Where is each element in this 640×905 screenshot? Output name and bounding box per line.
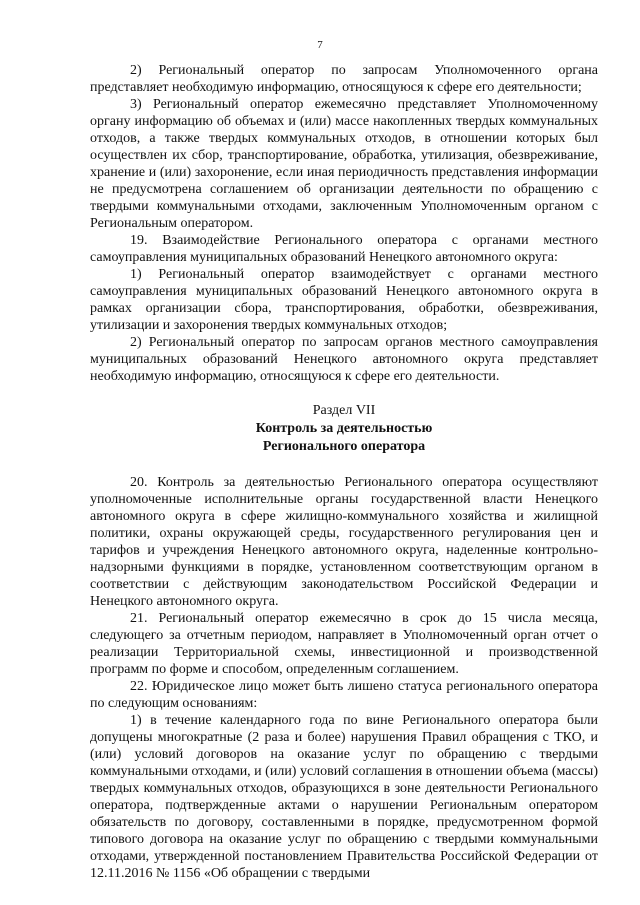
- paragraph-19: 19. Взаимодействие Регионального оператора с органами местного самоуправления муниципальных образований Ненецкого автономного округа:: [90, 233, 598, 265]
- document-body: [90, 62, 598, 882]
- section-title-line-1: Контроль за деятельностью: [255, 421, 433, 436]
- paragraph-item-3: 3) Региональный оператор ежемесячно представляет Уполномоченному органу информацию об объемах и (или) массе накопленных твердых коммунальных отходов, а также твердых коммунальных отходов, в отношении которых был осуществлен их сбор, транспортирование, обработка, утилизация, обезвреживание, хранение и (или) захоронение, если иная периодичность представления информации не предусмотрена соглашением об организации деятельности по обращению с твердыми коммунальными отходами, заключенным Уполномоченным органом с Региональным оператором.: [90, 97, 598, 231]
- paragraph-19-item-1: 1) Региональный оператор взаимодействует с органами местного самоуправления муниципальных образований Ненецкого автономного округа в рамках организации сбора, транспортирования, обработки, обезвреживания, утилизации и захоронения твердых коммунальных отходов;: [90, 267, 598, 333]
- paragraph-21: 21. Региональный оператор ежемесячно в срок до 15 числа месяца, следующего за отчетным периодом, направляет в Уполномоченный орган отчет о реализации Территориальной схемы, инвестиционной и производственной программ по форме и способом, определенным соглашением.: [90, 611, 598, 677]
- paragraph-19-item-2: 2) Региональный оператор по запросам органов местного самоуправления муниципальных образований Ненецкого автономного округа представляет необходимую информацию, относящуюся к сфере его деятельности.: [90, 335, 598, 384]
- section-number: Раздел VII: [312, 403, 376, 418]
- paragraph-20: 20. Контроль за деятельностью Регионального оператора осуществляют уполномоченные исполнительные органы государственной власти Ненецкого автономного округа в сфере жилищно-коммунального хозяйства и жилищной политики, охраны окружающей среды, государственного регулирования цен и тарифов и учреждения Ненецкого автономного округа, наделенные контрольно-надзорными функциями в порядке, установленном соответствующим органом в соответствии с действующим законодательством Российской Федерации и Ненецкого автономного округа.: [90, 475, 598, 609]
- paragraph-item-2: 2) Региональный оператор по запросам Уполномоченного органа представляет необходимую информацию, относящуюся к сфере его деятельности;: [90, 63, 598, 95]
- paragraph-22: 22. Юридическое лицо может быть лишено статуса регионального оператора по следующим основаниям:: [90, 679, 598, 711]
- section-title-line-2: Регионального оператора: [262, 439, 426, 454]
- paragraph-22-item-1: 1) в течение календарного года по вине Регионального оператора были допущены многократные (2 раза и более) нарушения Правил обращения с ТКО, и (или) условий договоров на оказание услуг по обращению с твердыми коммунальными отходами, и (или) условий соглашения в отношении объема (массы) твердых коммунальных отходов, образующихся в зоне деятельности Регионального оператора, подтвержденные актами о нарушении Региональным оператором обязательств по договору, составленными в порядке, предусмотренном формой типового договора на оказание услуг по обращению с твердыми коммунальными отходами, утвержденной постановлением Правительства Российской Федерации от 12.11.2016 № 1156 «Об обращении с твердыми: [90, 713, 598, 881]
- page-number: 7: [317, 39, 323, 51]
